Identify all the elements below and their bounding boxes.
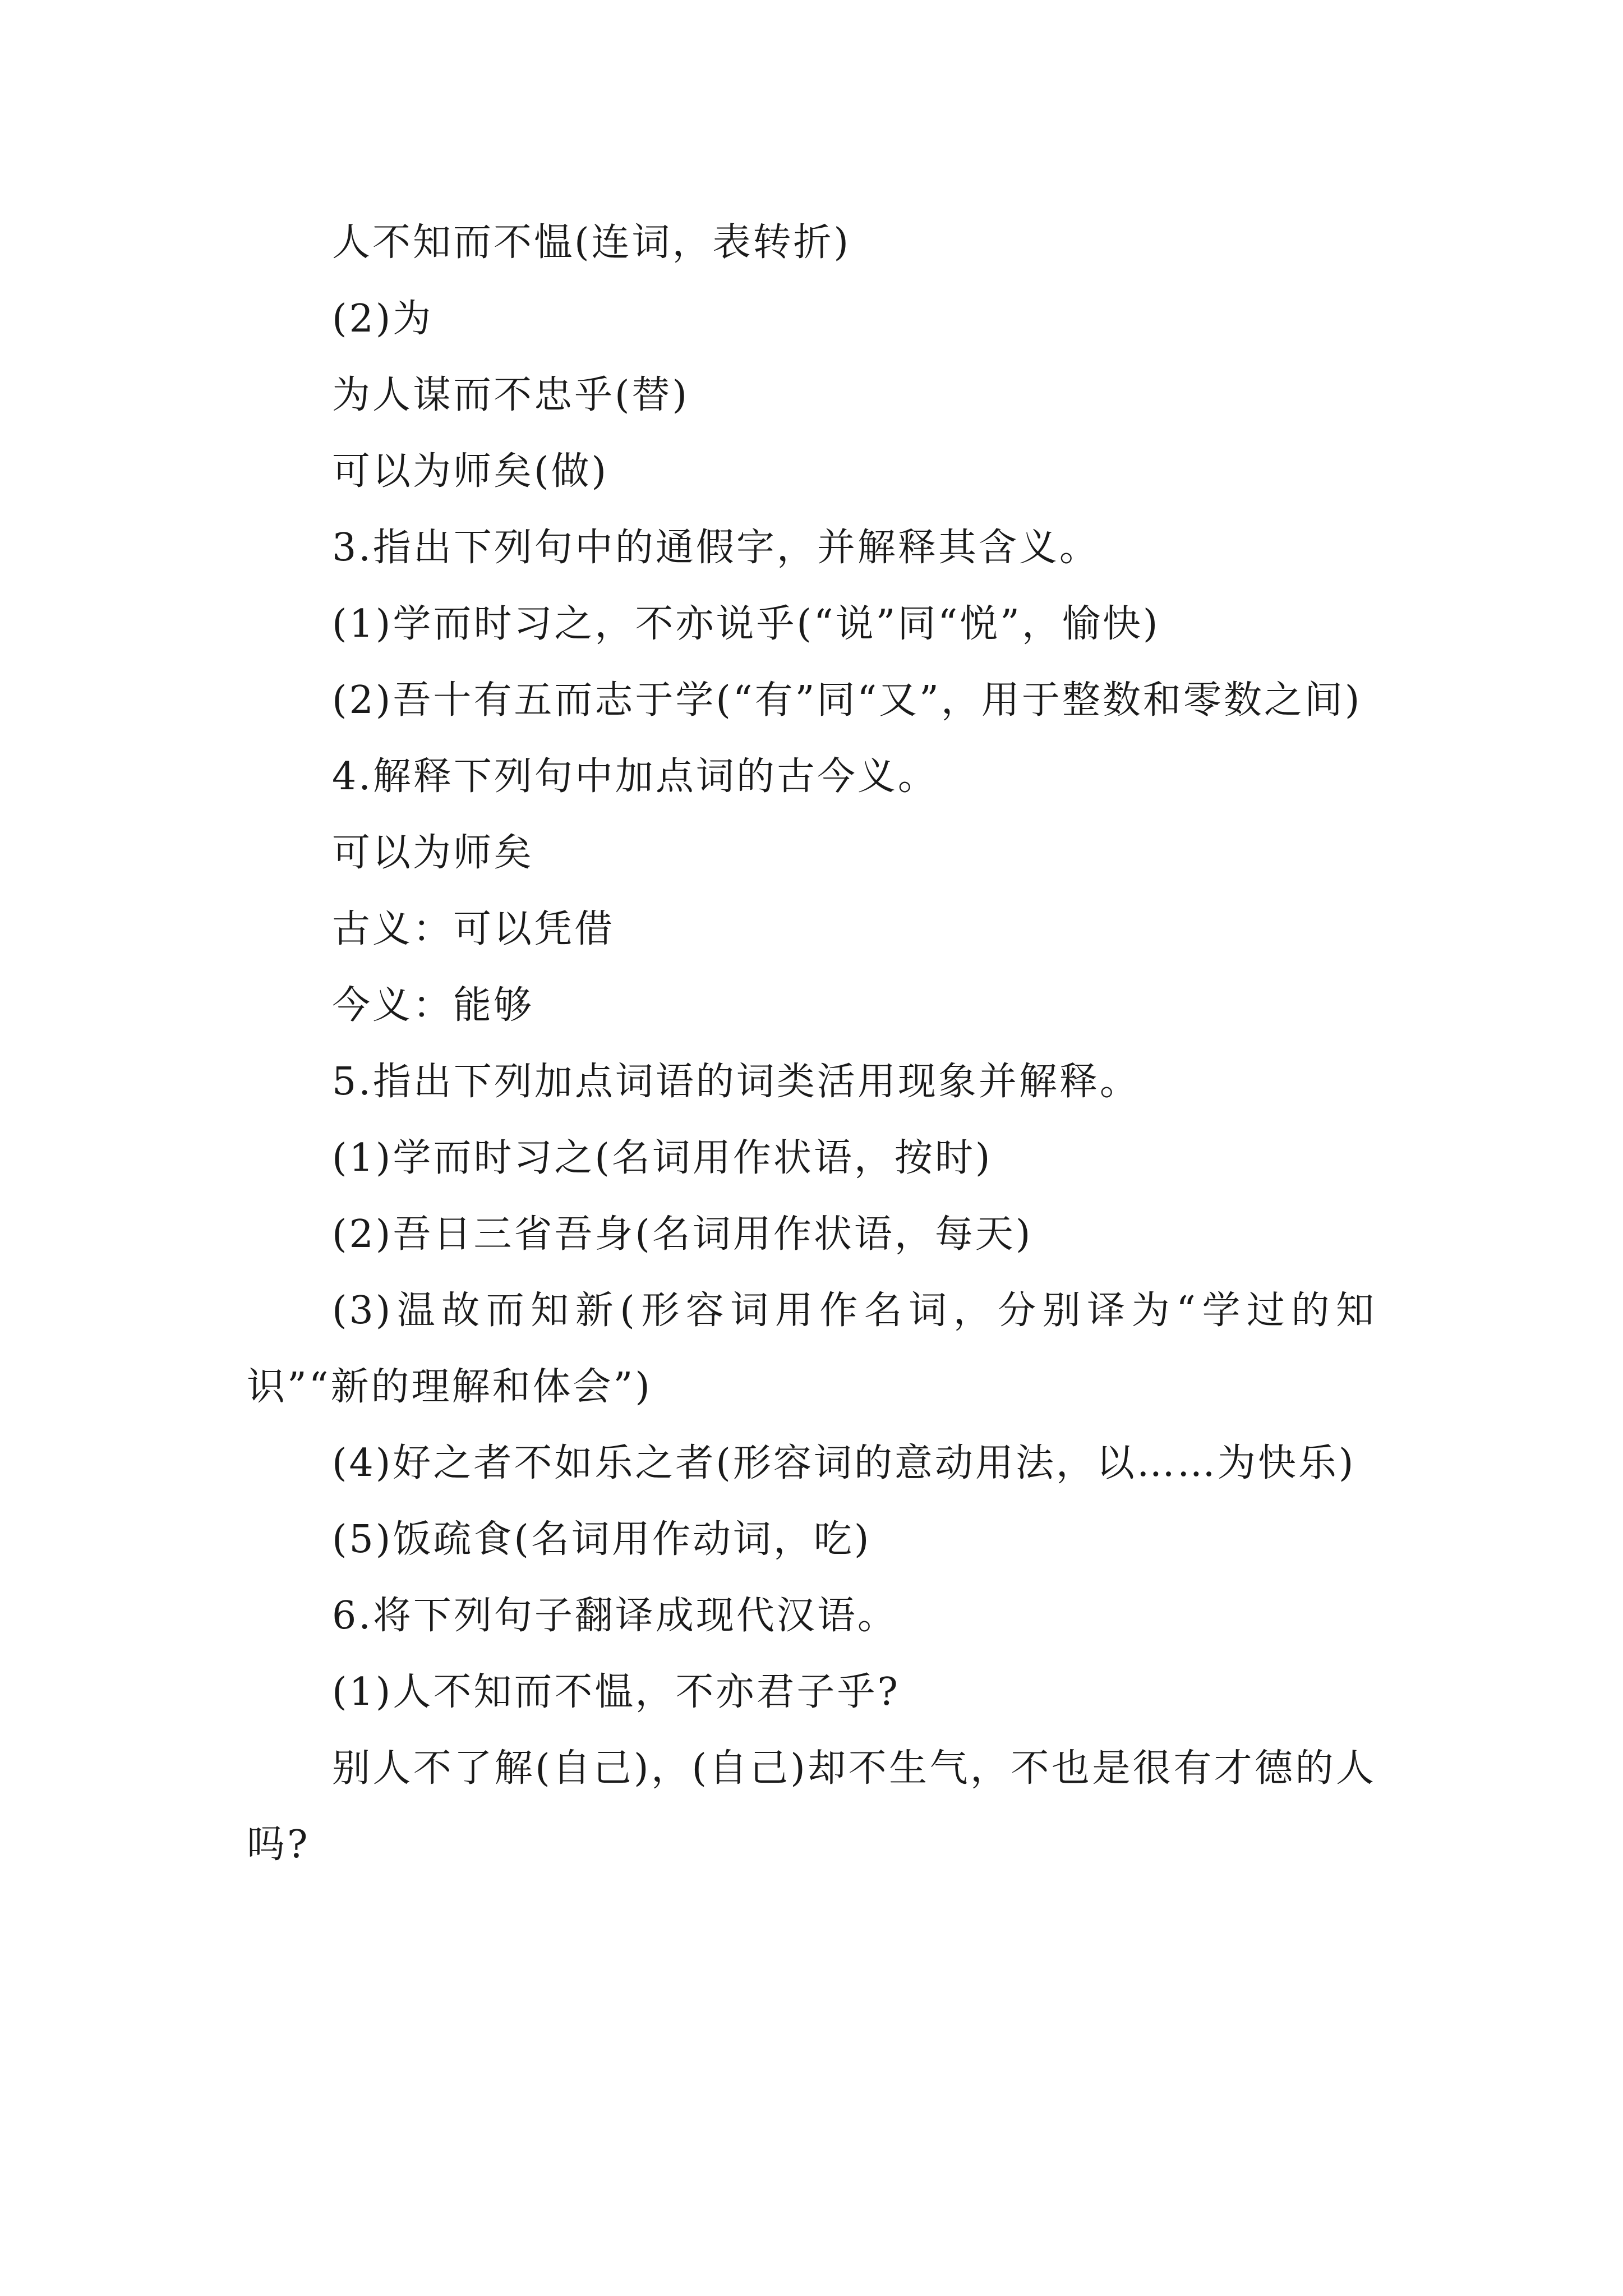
paragraph: (1)学而时习之，不亦说乎(“说”同“悦”，愉快): [332, 602, 1160, 646]
document-body: [247, 205, 1376, 1883]
paragraph: 5.指出下列加点词语的词类活用现象并解释。: [332, 1060, 1140, 1104]
paragraph: 可以为师矣(做): [332, 449, 609, 494]
paragraph: (1)人不知而不愠，不亦君子乎?: [332, 1670, 900, 1714]
paragraph: 今义：能够: [332, 983, 534, 1028]
paragraph: 古义：可以凭借: [332, 907, 615, 951]
paragraph: (2)吾日三省吾身(名词用作状语，每天): [332, 1212, 1033, 1257]
paragraph: (5)饭疏食(名词用作动词，吃): [332, 1517, 872, 1562]
paragraph: (2)为: [332, 297, 434, 341]
paragraph: (4)好之者不如乐之者(形容词的意动用法，以……为快乐): [332, 1441, 1356, 1485]
paragraph: 可以为师矣: [332, 831, 534, 875]
paragraph: 4.解释下列句中加点词的古今义。: [332, 754, 938, 799]
paragraph: (3)温故而知新(形容词用作名词，分别译为“学过的知识”“新的理解和体会”): [247, 1289, 1376, 1409]
paragraph: (1)学而时习之(名词用作状语，按时): [332, 1136, 993, 1180]
paragraph: 3.指出下列句中的通假字，并解释其含义。: [332, 526, 1100, 570]
paragraph: 为人谋而不忠乎(替): [332, 373, 690, 417]
paragraph: 人不知而不愠(连词，表转折): [332, 220, 851, 265]
paragraph: (2)吾十有五而志于学(“有”同“又”，用于整数和零数之间): [332, 678, 1362, 723]
paragraph: 别人不了解(自己)，(自己)却不生气，不也是很有才德的人吗?: [247, 1746, 1376, 1867]
paragraph: 6.将下列句子翻译成现代汉语。: [332, 1594, 898, 1638]
